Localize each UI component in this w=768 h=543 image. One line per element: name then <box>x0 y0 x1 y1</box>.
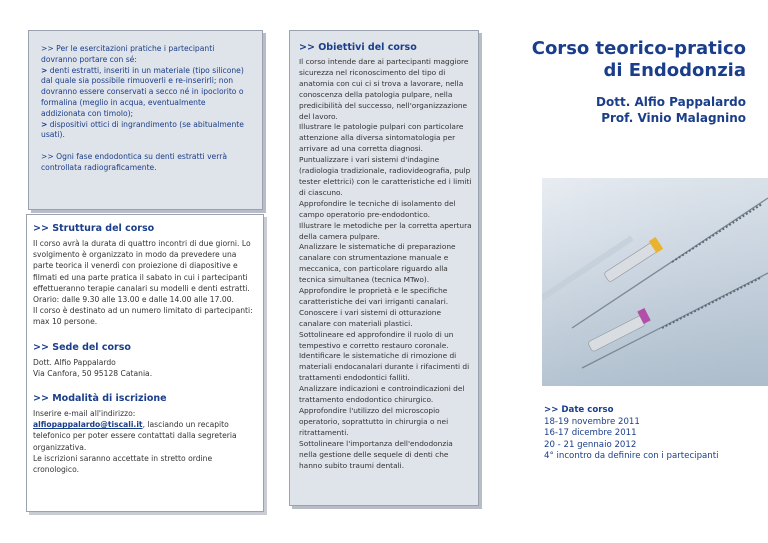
date-corso-heading: >> Date corso <box>544 405 614 415</box>
iscrizione-heading: >> Modalità di iscrizione <box>33 393 167 405</box>
course-title-line-1: Corso teorico-pratico <box>531 38 746 59</box>
notes-item-optics: dispositivi ottici di ingrandimento (se abitualmente usati). <box>41 119 244 140</box>
struttura-heading: >> Struttura del corso <box>33 223 155 234</box>
endodontic-files-photo <box>542 178 768 386</box>
cover-title-block <box>520 38 746 82</box>
struttura-text: Il corso avrà la durata di quattro incontri di due giorni. Lo svolgimento è organizzato in modo da prevedere una parte teorica il venerdì con proiezione di diapositive e filmati ed una parte pratica il sabato in cui i partecipanti effettueranno terapie canalari su modelli e denti estratti. <box>33 239 251 293</box>
notes-intro: Per le esercitazioni pratiche i partecipanti dovranno portare con sé: <box>41 44 215 64</box>
email-link[interactable]: alfiopappalardo@tiscali.it <box>33 420 143 430</box>
teacher-2: Prof. Vinio Malagnino <box>601 111 746 125</box>
endodontic-files-illustration <box>542 178 768 386</box>
iscrizione-line-3: Le iscrizioni saranno accettate in stretto ordine cronologico. <box>33 453 213 475</box>
date-2: 16-17 dicembre 2011 <box>544 428 637 438</box>
arrow-marker: >> <box>41 44 54 53</box>
obiettivi-box <box>289 30 479 506</box>
iscrizione-section <box>33 393 257 475</box>
notes-item-teeth: denti estratti, inseriti in un materiale (tipo silicone) dal quale sia possibile rimuoverli e re-inserirli; non dovranno essere conservati a secco né in ipoclorito o formalina (meglio in acqua, eventualmente addizionata con timolo); <box>41 65 244 118</box>
obiettivi-text: Il corso intende dare ai partecipanti maggiore sicurezza nel riconoscimento del tipo di anatomia con cui ci si trova a lavorare, nella conoscenza della patologia pulpare, nella predicibilità del successo, nell'organizzazione del lavoro. Illustrare le patologie pulpari con particolare attenzione alla diversa sintomatologia per arrivare ad una corretta diagnosi. Puntualizzare i vari sistemi d'indagine (radiologia tradizionale, radiovideografia, pulp tester elettrici) con le caratteristiche ed i limiti di ciascuno. Approfondire le tecniche di isolamento del campo operatorio pre-endodontico. Illustrare le metodiche per la corretta apertura della camera pulpare. Analizzare le sistematiche di preparazione canalare con strumentazione manuale e meccanica, con particolare riguardo alla tecnica simultanea (tecnica MTwo). Approfondire le proprietà e le specifiche caratteristiche dei vari irriganti canalari. Conoscere i vari sistemi di otturazione canalare con materiali plastici. Sottolineare ed approfondire il ruolo di un tempestivo e corretto restauro coronale. Identificare le sistematiche di rimozione di materiali endocanalari durante i rifacimenti di trattamenti endodontici falliti. Analizzare indicazioni e controindicazioni del trattamento endodontico chirurgico. Approfondire l'utilizzo del microscopio operatorio, soprattutto in chirurgia o nei ritrattamenti. Sottolineare l'importanza dell'endodonzia nella gestione delle sequele di denti che hanno subito traumi dentali. <box>299 57 472 470</box>
item-marker: > <box>41 65 48 75</box>
sede-line-1: Dott. Alfio Pappalardo <box>33 357 116 367</box>
obiettivi-heading: >> Obiettivi del corso <box>299 42 417 53</box>
iscrizione-line-1: Inserire e-mail all'indirizzo: <box>33 409 136 419</box>
notes-box <box>28 30 263 210</box>
course-info-box <box>26 214 264 512</box>
iscrizione-after-email: , lasciando un recapito telefonico per poter essere contattati dalla segreteria organizzativa. <box>33 420 237 452</box>
date-corso-block <box>544 405 766 463</box>
iscrizione-text <box>33 419 257 453</box>
struttura-orario: Orario: dalle 9.30 alle 13.00 e dalle 14.00 alle 17.00. <box>33 295 234 305</box>
notes-radiographic: Ogni fase endodontica su denti estratti verrà controllata radiograficamente. <box>41 152 227 172</box>
date-1: 18-19 novembre 2011 <box>544 416 640 427</box>
sede-section <box>33 342 257 379</box>
notes-paragraph-1 <box>41 44 250 141</box>
course-title-line-2: di Endodonzia <box>603 60 746 81</box>
sede-heading: >> Sede del corso <box>33 341 131 353</box>
date-4: 4° incontro da definire con i partecipanti <box>544 451 719 461</box>
struttura-limite: Il corso è destinato ad un numero limitato di partecipanti: max 10 persone. <box>33 306 253 327</box>
sede-line-2: Via Canfora, 50 95128 Catania. <box>33 368 153 378</box>
date-3: 20 - 21 gennaio 2012 <box>544 439 637 450</box>
item-marker: > <box>41 119 48 129</box>
arrow-marker: >> <box>41 152 54 162</box>
struttura-section <box>33 223 257 328</box>
teachers-block <box>520 94 746 126</box>
teacher-1: Dott. Alfio Pappalardo <box>596 95 746 109</box>
notes-paragraph-2 <box>41 152 250 174</box>
